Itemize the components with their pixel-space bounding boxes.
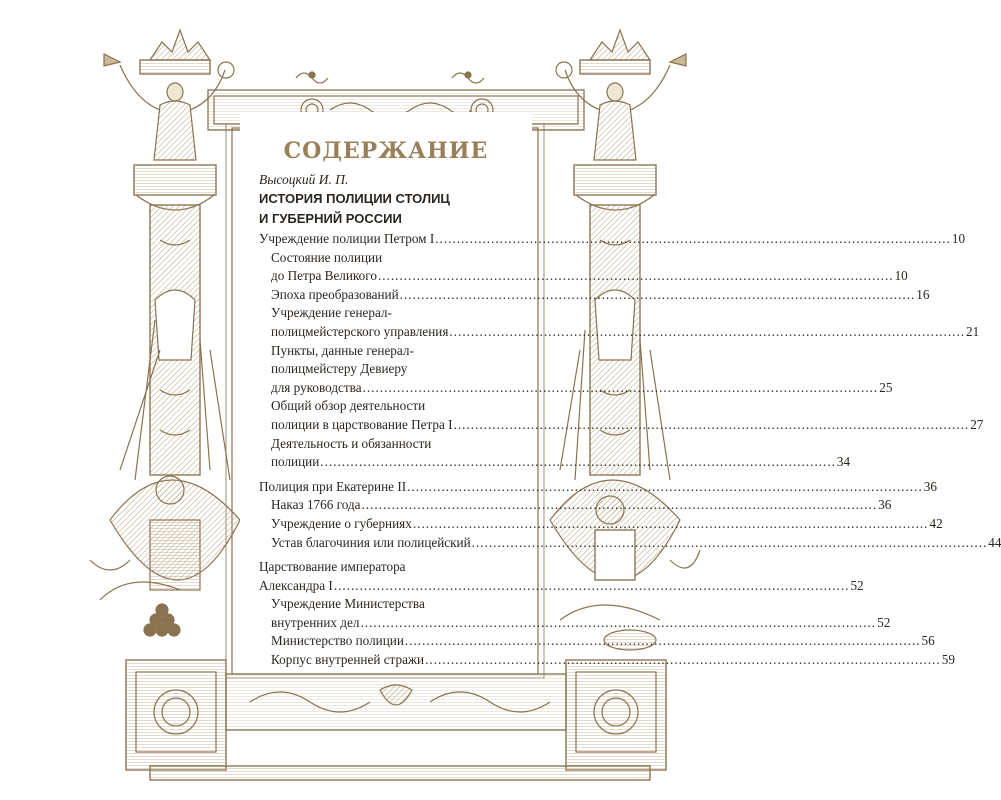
dot-leader: ........................................................................................................................ — [407, 478, 923, 494]
toc-entry-row — [271, 496, 892, 515]
dot-leader: ........................................................................................................................ — [471, 534, 988, 550]
toc-entry[interactable] — [259, 397, 984, 434]
page-number: 27 — [970, 416, 984, 432]
page-number: 36 — [923, 478, 937, 494]
toc-entry-row — [271, 267, 908, 286]
toc-entry-text: полицмейстерского управления — [271, 323, 449, 339]
toc-entry-text: Учреждение о губерниях — [271, 515, 412, 531]
book-title — [259, 189, 529, 229]
dot-leader: ........................................................................................................................ — [333, 577, 850, 593]
toc-entry[interactable] — [259, 304, 980, 341]
top-flourish-left — [296, 72, 328, 83]
toc-entry-text: Министерство полиции — [271, 633, 404, 649]
page-number: 44 — [988, 534, 1001, 550]
dot-leader: ........................................................................................................................ — [361, 497, 878, 513]
toc-entry[interactable] — [259, 632, 935, 651]
dot-leader: ........................................................................................................................ — [320, 454, 836, 470]
toc-entry[interactable] — [259, 496, 892, 515]
toc-entry[interactable] — [259, 651, 955, 670]
toc-entry-row — [271, 614, 891, 633]
book-title-line: И ГУБЕРНИЙ РОССИИ — [259, 211, 402, 226]
toc-entry-text: Общий обзор деятельности — [271, 398, 426, 414]
toc-entry-row — [271, 453, 851, 472]
toc-entry-row — [271, 534, 1001, 553]
toc-entry[interactable] — [259, 478, 937, 497]
left-column — [90, 30, 240, 770]
toc-entry[interactable] — [259, 230, 966, 249]
toc-entry-row — [271, 379, 893, 398]
page-number: 52 — [850, 577, 864, 593]
toc-entry-text: Наказ 1766 года — [271, 497, 361, 513]
dot-leader: ........................................................................................................................ — [453, 416, 970, 432]
toc-entry[interactable] — [259, 534, 1001, 553]
dot-leader: ........................................................................................................................ — [425, 652, 941, 668]
toc-entry-text: Учреждение полиции Петром I — [259, 231, 435, 246]
page-number: 59 — [941, 652, 955, 668]
toc-entry-row — [271, 632, 935, 651]
toc-entry[interactable] — [259, 342, 893, 398]
toc-entry-text: Учреждение генерал- — [271, 305, 392, 321]
toc-entry-row — [271, 416, 984, 435]
toc-entry[interactable] — [259, 595, 891, 632]
dot-leader: ........................................................................................................................ — [399, 286, 916, 302]
toc-entry-row — [271, 515, 943, 534]
toc-entry[interactable] — [259, 435, 851, 472]
toc-entry-text: полиции в царствование Петра I — [271, 416, 453, 432]
dot-leader: ........................................................................................................................ — [435, 231, 951, 246]
toc-entry-row — [259, 577, 864, 596]
toc-entry-text: Состояние полиции — [271, 249, 383, 265]
toc-entry-text: полицмейстеру Девиеру — [271, 361, 408, 377]
toc-entry[interactable] — [259, 286, 930, 305]
top-flourish-right — [452, 72, 484, 83]
page-number: 52 — [877, 614, 891, 630]
dot-leader: ........................................................................................................................ — [412, 515, 929, 531]
toc-entry-row — [271, 286, 930, 305]
dot-leader: ........................................................................................................................ — [404, 633, 921, 649]
toc-entry-row — [271, 651, 955, 670]
toc-entry-text: Эпоха преобразований — [271, 286, 399, 302]
page-number: 21 — [966, 323, 980, 339]
toc-entry-row — [271, 323, 980, 342]
page-number: 42 — [929, 515, 943, 531]
dot-leader: ........................................................................................................................ — [377, 268, 894, 284]
dot-leader: ........................................................................................................................ — [362, 379, 879, 395]
page-number: 10 — [894, 268, 908, 284]
toc-entry-text: Пункты, данные генерал- — [271, 342, 414, 358]
toc-entry-text: для руководства — [271, 379, 362, 395]
toc-entry-text: Устав благочиния или полицейский — [271, 534, 471, 550]
book-title-line: ИСТОРИЯ ПОЛИЦИИ СТОЛИЦ — [259, 191, 450, 206]
toc-entry[interactable] — [259, 515, 943, 534]
toc-entry-text: полиции — [271, 454, 320, 470]
toc-entry-row — [259, 478, 937, 497]
toc-entry-text: до Петра Великого — [271, 268, 377, 284]
dot-leader: ........................................................................................................................ — [360, 614, 877, 630]
page-number: 16 — [916, 286, 930, 302]
toc-entry[interactable] — [259, 249, 908, 286]
toc-entry[interactable] — [259, 558, 864, 595]
author-name: Высоцкий И. П. — [259, 172, 349, 187]
toc-entry-text: Полиция при Екатерине II — [259, 478, 407, 494]
toc-entry-row — [259, 230, 966, 249]
toc-entry-text: Царствование императора — [259, 559, 406, 575]
toc-entry-text: Александра I — [259, 577, 333, 593]
toc-entries-list — [259, 230, 1001, 670]
page-number: 10 — [951, 231, 966, 246]
toc-entry-text: внутренних дел — [271, 614, 360, 630]
page-number: 36 — [878, 497, 892, 513]
toc-entry-text: Учреждение Министерства — [271, 596, 425, 612]
page-number: 34 — [836, 454, 851, 470]
toc-entry-text: Деятельность и обязанности — [271, 435, 432, 451]
page-number: 25 — [879, 379, 893, 395]
dot-leader: ........................................................................................................................ — [449, 323, 966, 339]
toc-entry-text: Корпус внутренней стражи — [271, 652, 425, 668]
page-title: СОДЕРЖАНИЕ — [283, 138, 489, 164]
page-number: 56 — [921, 633, 935, 649]
